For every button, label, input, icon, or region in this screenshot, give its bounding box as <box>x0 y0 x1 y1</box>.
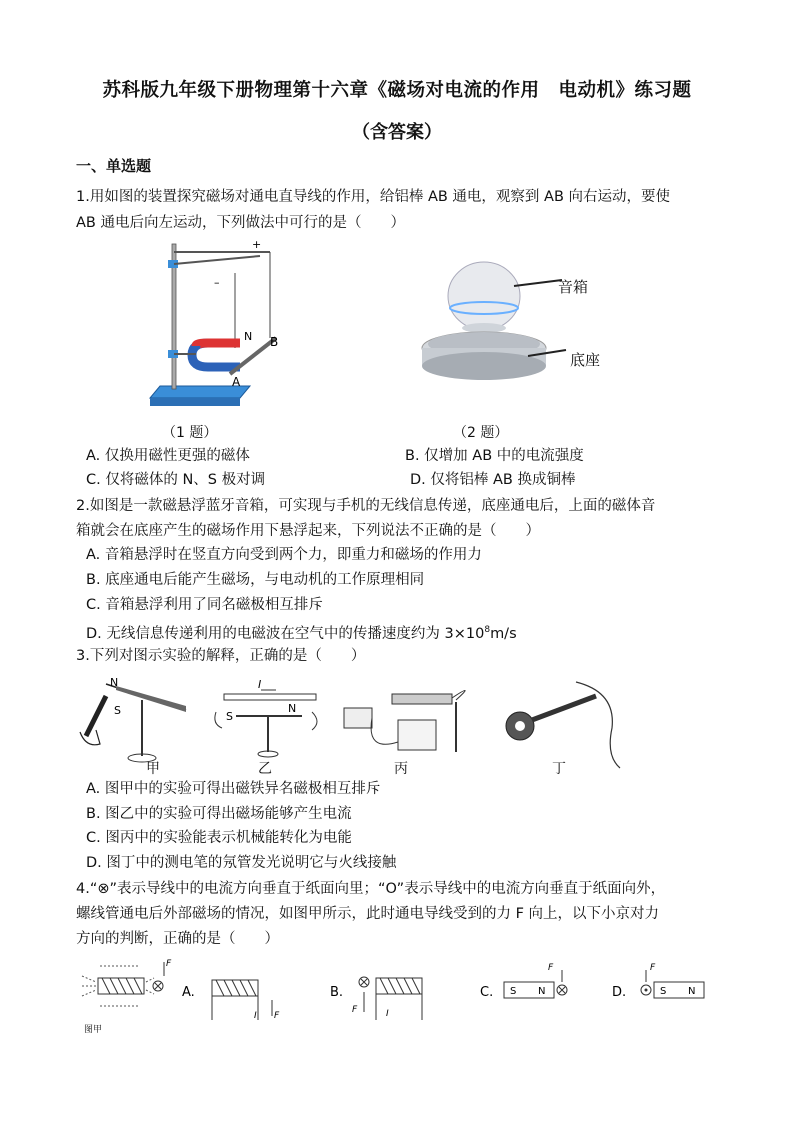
q3-option-d: D. 图丁中的测电笔的氖管发光说明它与火线接触 <box>86 855 397 871</box>
b-f-label: F <box>352 1005 358 1015</box>
a-f-label: F <box>274 1011 280 1021</box>
jia-n-label: N <box>110 676 119 689</box>
q2-option-d <box>86 618 517 646</box>
c-f-label: F <box>548 963 554 973</box>
q1-apparatus-figure <box>140 238 300 416</box>
q2-option-c: C. 音箱悬浮利用了同名磁极相互排斥 <box>86 597 323 613</box>
q4-option-b-label: B. <box>330 985 344 1000</box>
q2-speaker-figure <box>420 258 570 394</box>
q2-option-d-unit: m/s <box>490 625 517 642</box>
q3-fig-jia-label: 甲 <box>146 761 160 777</box>
b-label: B <box>270 335 279 349</box>
jia-f-label: F <box>166 959 172 969</box>
d-s-label: S <box>660 986 667 997</box>
jia-s-label: S <box>114 704 121 717</box>
plus-label: + <box>252 238 262 251</box>
q1-option-c: C. 仅将磁体的 N、S 极对调 <box>86 472 266 488</box>
yi-s-label: S <box>226 710 233 723</box>
q4-option-a-label: A. <box>182 985 195 1000</box>
q4-stem-line3: 方向的判断，正确的是（ ） <box>76 931 279 947</box>
section-title: 一、单选题 <box>76 157 152 175</box>
q3-fig-bing-label: 丙 <box>394 761 408 777</box>
minus-label: – <box>214 276 220 289</box>
c-n-label: N <box>538 986 546 997</box>
page-title: 苏科版九年级下册物理第十六章《磁场对电流的作用 电动机》练习题 <box>102 80 692 101</box>
q1-stem-line2: AB 通电后向左运动，下列做法中可行的是（ ） <box>76 215 405 231</box>
q4-stem-line1: 4.“⊗”表示导线中的电流方向垂直于纸面向里；“O”表示导线中的电流方向垂直于纸面向外， <box>76 881 666 897</box>
q4-option-c-label: C. <box>480 985 494 1000</box>
d-n-label: N <box>688 986 696 997</box>
q3-fig-ding-label: 丁 <box>552 761 566 777</box>
q3-option-b: B. 图乙中的实验可得出磁场能够产生电流 <box>86 806 352 822</box>
q1-option-b: B. 仅增加 AB 中的电流强度 <box>405 448 584 464</box>
q2-stem-line1: 2.如图是一款磁悬浮蓝牙音箱，可实现与手机的无线信息传递，底座通电后，上面的磁体音 <box>76 498 656 514</box>
base-label: 底座 <box>570 351 601 369</box>
q1-option-d: D. 仅将铝棒 AB 换成铜棒 <box>410 472 576 488</box>
a-i-label: I <box>254 1011 257 1021</box>
q2-option-a: A. 音箱悬浮时在竖直方向受到两个力，即重力和磁场的作用力 <box>86 547 482 563</box>
b-i-label: I <box>386 1009 389 1019</box>
q4-option-d-label: D. <box>612 985 627 1000</box>
q2-option-d-text: D. 无线信息传递利用的电磁波在空气中的传播速度约为 3×10 <box>86 625 485 642</box>
q1-option-a: A. 仅换用磁性更强的磁体 <box>86 448 250 464</box>
c-s-label: S <box>510 986 517 997</box>
q4-fig-jia-label: 图甲 <box>84 1025 103 1035</box>
yi-n-label: N <box>288 702 297 715</box>
q2-option-d-exponent: 8 <box>484 625 491 635</box>
q3-option-c: C. 图丙中的实验能表示机械能转化为电能 <box>86 830 352 846</box>
q1-stem-line1: 1.用如图的装置探究磁场对通电直导线的作用，给铝棒 AB 通电，观察到 AB 向右运动，要使 <box>76 189 671 205</box>
q2-figure-caption: （2 题） <box>453 425 509 441</box>
q2-option-b: B. 底座通电后能产生磁场，与电动机的工作原理相同 <box>86 572 425 588</box>
q3-fig-yi-label: 乙 <box>258 761 272 777</box>
q4-stem-line2: 螺线管通电后外部磁场的情况，如图甲所示，此时通电导线受到的力 F 向上，以下小京对力 <box>76 906 660 922</box>
speaker-label: 音箱 <box>558 278 589 296</box>
n-pole-label: N <box>244 330 253 343</box>
q1-figure-caption: （1 题） <box>162 425 218 441</box>
q3-stem: 3.下列对图示实验的解释，正确的是（ ） <box>76 648 366 664</box>
q2-stem-line2: 箱就会在底座产生的磁场作用下悬浮起来，下列说法不正确的是（ ） <box>76 523 540 539</box>
a-label: A <box>232 375 241 389</box>
page-subtitle: （含答案） <box>352 122 442 143</box>
q3-option-a: A. 图甲中的实验可得出磁铁异名磁极相互排斥 <box>86 781 381 797</box>
d-f-label: F <box>650 963 656 973</box>
yi-i-label: I <box>258 678 262 691</box>
q4-options-figure <box>76 956 716 1036</box>
